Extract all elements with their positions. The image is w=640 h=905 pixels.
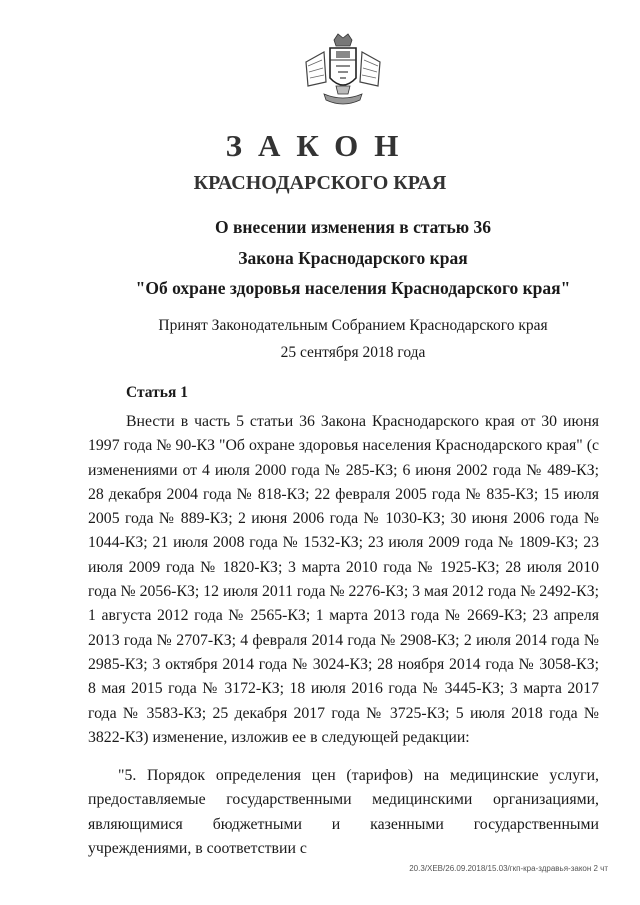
- document-code-footer: 20.3/ХЕВ/26.09.2018/15.03/гкп-кра-здравья-закон 2 чт: [409, 864, 608, 873]
- adoption-date: 25 сентября 2018 года: [280, 344, 426, 361]
- adoption-body: Принят Законодательным Собранием Краснодарского края: [158, 317, 548, 334]
- law-title: ЗАКОН: [225, 128, 415, 163]
- article-paragraph-1: Внести в часть 5 статьи 36 Закона Краснодарского края от 30 июня 1997 года № 90-КЗ "Об охране здоровья населения Краснодарского края" (с изменениями от 4 июля 2000 года № 285-КЗ; 6 июня 2002 года № 489-КЗ; 28 декабря 2004 года № 818-КЗ; 22 февраля 2005 года № 835-КЗ; 15 июля 2005 года № 889-КЗ; 2 июня 2006 года № 1030-КЗ; 30 июня 2006 года № 1044-КЗ; 21 июля 2008 года № 1532-КЗ; 23 июля 2009 года № 1809-КЗ; 23 июля 2009 года № 1820-КЗ; 3 марта 2010 года № 1925-КЗ; 28 июля 2010 года № 2056-КЗ; 12 июля 2011 года № 2276-КЗ; 3 мая 2012 года № 2492-КЗ; 1 августа 2012 года № 2565-КЗ; 1 марта 2013 года № 2669-КЗ; 23 апреля 2013 года № 2707-КЗ; 4 февраля 2014 года № 2908-КЗ; 2 июля 2014 года № 2985-КЗ; 3 октября 2014 года № 3024-КЗ; 28 ноября 2014 года № 3058-КЗ; 8 мая 2015 года № 3172-КЗ; 18 июля 2016 года № 3445-КЗ; 3 марта 2017 года № 3583-КЗ; 25 декабря 2017 года № 3725-КЗ; 5 июля 2018 года № 3822-КЗ) изменение, изложив ее в следующей редакции:: [88, 413, 599, 746]
- article-paragraph-2: "5. Порядок определения цен (тарифов) на медицинские услуги, предоставляемые государственными медицинскими организациями, являющимися бюджетными и казенными государственными учреждениями, в соответствии с: [88, 767, 599, 857]
- subject-line-3: "Об охране здоровья населения Краснодарского края": [135, 278, 571, 298]
- article-heading: Статья 1: [126, 384, 188, 401]
- subject-line-2: Закона Краснодарского края: [238, 248, 468, 268]
- coat-of-arms-emblem: [300, 30, 386, 110]
- subject-line-1: О внесении изменения в статью 36: [214, 217, 492, 237]
- region-title: КРАСНОДАРСКОГО КРАЯ: [193, 172, 447, 194]
